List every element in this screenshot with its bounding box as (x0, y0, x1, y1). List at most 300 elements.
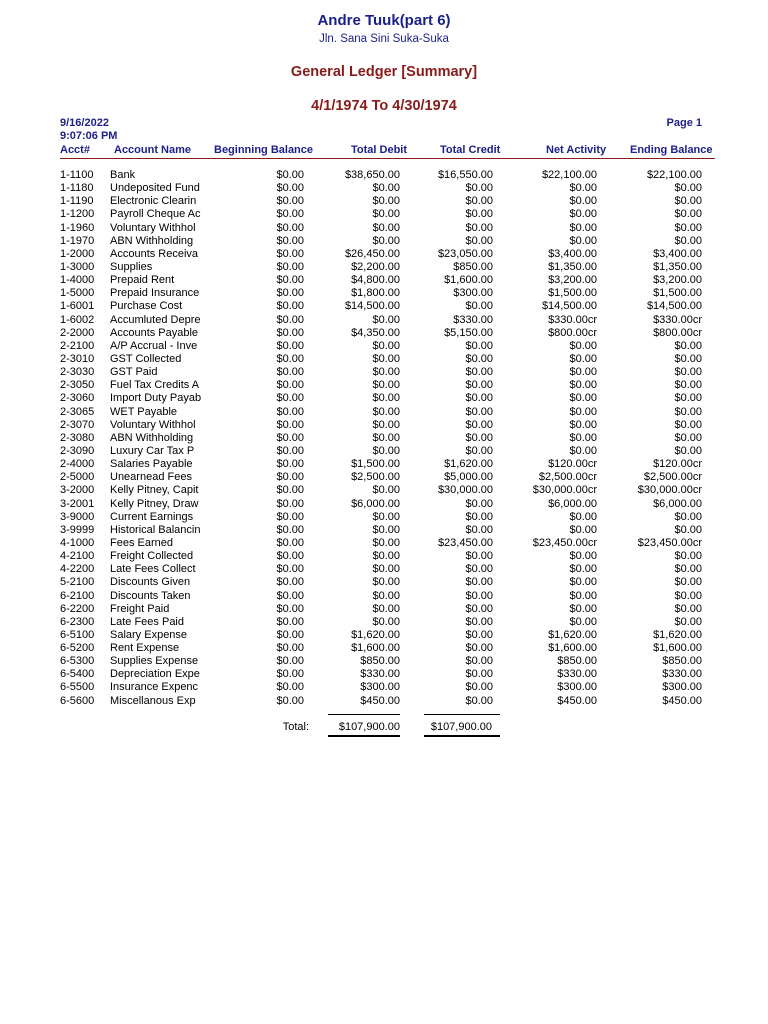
account-name: Supplies (110, 260, 153, 273)
total-credit: $0.00 (465, 444, 493, 457)
acct-number: 6-2300 (60, 615, 95, 628)
acct-number: 2-2000 (60, 326, 95, 339)
total-debit: $1,800.00 (351, 287, 400, 300)
beginning-balance: $0.00 (276, 195, 304, 208)
beginning-balance: $0.00 (276, 287, 304, 300)
total-credit: $30,000.00 (437, 484, 493, 497)
ending-balance: $0.00 (674, 221, 702, 234)
beginning-balance: $0.00 (276, 510, 304, 523)
account-name: Fuel Tax Credits A (110, 379, 200, 392)
net-activity: $0.00 (569, 392, 597, 405)
totals-label: Total: (282, 721, 309, 733)
report-title: General Ledger [Summary] (290, 64, 478, 80)
beginning-balance: $0.00 (276, 352, 304, 365)
total-credit: $0.00 (465, 379, 493, 392)
account-name: GST Paid (110, 366, 158, 379)
ending-balance: $2,500.00cr (643, 471, 702, 484)
total-debit: $0.00 (372, 418, 400, 431)
total-debit: $14,500.00 (344, 300, 400, 313)
total-debit: $0.00 (372, 234, 400, 247)
account-name: Late Fees Collect (110, 563, 196, 576)
table-row (0, 406, 768, 419)
total-credit-box (424, 714, 500, 737)
acct-number: 3-2001 (60, 497, 95, 510)
net-activity: $450.00 (557, 694, 597, 707)
page-number: Page 1 (666, 117, 702, 129)
column-header-row (60, 144, 715, 159)
table-row (0, 471, 768, 484)
beginning-balance: $0.00 (276, 313, 304, 326)
acct-number: 2-3080 (60, 431, 95, 444)
beginning-balance: $0.00 (276, 681, 304, 694)
account-name: Salary Expense (110, 628, 188, 641)
acct-number: 4-2100 (60, 550, 95, 563)
beginning-balance: $0.00 (276, 418, 304, 431)
beginning-balance: $0.00 (276, 563, 304, 576)
table-row (0, 274, 768, 287)
ending-balance: $0.00 (674, 510, 702, 523)
account-name: Freight Collected (110, 550, 194, 563)
total-credit: $1,620.00 (444, 458, 493, 471)
total-credit: $0.00 (465, 550, 493, 563)
total-credit: $0.00 (465, 221, 493, 234)
report-date: 9/16/2022 (60, 117, 109, 129)
net-activity: $0.00 (569, 418, 597, 431)
acct-number: 1-1190 (60, 195, 94, 208)
acct-number: 6-5100 (60, 628, 95, 641)
acct-number: 3-9000 (60, 510, 95, 523)
total-debit: $0.00 (372, 484, 400, 497)
table-row (0, 327, 768, 340)
total-credit: $0.00 (465, 352, 493, 365)
ending-balance: $22,100.00 (646, 169, 702, 181)
ending-balance: $3,200.00 (653, 274, 702, 287)
net-activity: $3,200.00 (548, 274, 597, 287)
acct-number: 2-3070 (60, 418, 95, 431)
total-credit: $107,900.00 (430, 721, 492, 733)
beginning-balance: $0.00 (276, 405, 304, 418)
total-debit: $0.00 (372, 563, 400, 576)
account-name: Current Earnings (110, 510, 194, 523)
total-debit: $330.00 (360, 668, 400, 681)
net-activity: $0.00 (569, 379, 597, 392)
ending-balance: $0.00 (674, 523, 702, 536)
acct-number: 2-5000 (60, 471, 95, 484)
total-credit: $0.00 (465, 589, 493, 602)
col-ending-balance: Ending Balance (630, 144, 713, 156)
ending-balance: $0.00 (674, 615, 702, 628)
table-row (0, 208, 768, 221)
account-name: Accounts Payable (110, 326, 199, 339)
total-debit: $6,000.00 (351, 497, 400, 510)
ending-balance: $6,000.00 (653, 497, 702, 510)
acct-number: 1-4000 (60, 274, 95, 287)
net-activity: $330.00 (557, 668, 597, 681)
table-row (0, 550, 768, 563)
acct-number: 3-9999 (60, 523, 95, 536)
ending-balance: $0.00 (674, 208, 702, 221)
ending-balance: $23,450.00cr (637, 536, 702, 549)
table-row (0, 695, 768, 708)
acct-number: 6-2100 (60, 589, 95, 602)
total-debit: $0.00 (372, 221, 400, 234)
acct-number: 2-3030 (60, 366, 95, 379)
table-row (0, 182, 768, 195)
total-credit: $0.00 (465, 405, 493, 418)
total-debit: $1,500.00 (351, 458, 400, 471)
acct-number: 2-2100 (60, 339, 95, 352)
table-row (0, 261, 768, 274)
total-credit: $0.00 (465, 523, 493, 536)
ending-balance: $0.00 (674, 366, 702, 379)
col-beginning-balance: Beginning Balance (214, 144, 314, 156)
account-name: Accounts Receiva (110, 247, 199, 260)
total-credit: $0.00 (465, 366, 493, 379)
account-name: ABN Withholding (110, 431, 194, 444)
ending-balance: $330.00cr (653, 313, 702, 326)
beginning-balance: $0.00 (276, 208, 304, 221)
total-credit: $0.00 (465, 681, 493, 694)
total-debit: $0.00 (372, 523, 400, 536)
total-credit: $0.00 (465, 642, 493, 655)
net-activity: $330.00cr (548, 313, 597, 326)
ending-balance: $0.00 (674, 602, 702, 615)
acct-number: 1-1970 (60, 234, 95, 247)
table-row (0, 392, 768, 405)
ending-balance: $800.00cr (653, 326, 702, 339)
beginning-balance: $0.00 (276, 628, 304, 641)
ending-balance: $1,350.00 (653, 260, 702, 273)
ending-balance: $330.00 (662, 668, 702, 681)
account-name: Prepaid Insurance (110, 287, 200, 300)
ending-balance: $120.00cr (653, 458, 702, 471)
account-name: Freight Paid (110, 602, 170, 615)
account-name: Miscellanous Exp (110, 694, 196, 707)
ending-balance: $0.00 (674, 339, 702, 352)
table-row (0, 681, 768, 694)
total-debit: $0.00 (372, 379, 400, 392)
ending-balance: $0.00 (674, 234, 702, 247)
account-name: Luxury Car Tax P (110, 444, 195, 457)
net-activity: $0.00 (569, 221, 597, 234)
total-credit: $0.00 (465, 208, 493, 221)
table-row (0, 235, 768, 248)
beginning-balance: $0.00 (276, 615, 304, 628)
acct-number: 2-3065 (60, 405, 95, 418)
total-credit: $0.00 (465, 576, 493, 589)
net-activity: $120.00cr (548, 458, 597, 471)
ending-balance: $14,500.00 (646, 300, 702, 313)
total-debit: $0.00 (372, 392, 400, 405)
total-debit: $0.00 (372, 536, 400, 549)
ending-balance: $0.00 (674, 392, 702, 405)
ending-balance: $0.00 (674, 195, 702, 208)
net-activity: $0.00 (569, 339, 597, 352)
total-debit: $1,620.00 (351, 628, 400, 641)
net-activity: $1,350.00 (548, 260, 597, 273)
beginning-balance: $0.00 (276, 471, 304, 484)
total-debit: $0.00 (372, 510, 400, 523)
account-name: Accumluted Depre (110, 313, 201, 326)
table-row (0, 484, 768, 497)
net-activity: $0.00 (569, 589, 597, 602)
beginning-balance: $0.00 (276, 274, 304, 287)
acct-number: 1-1180 (60, 182, 94, 195)
beginning-balance: $0.00 (276, 182, 304, 195)
ending-balance: $0.00 (674, 444, 702, 457)
report-period: 4/1/1974 To 4/30/1974 (311, 98, 457, 114)
totals-row (0, 714, 768, 736)
net-activity: $0.00 (569, 563, 597, 576)
col-total-credit: Total Credit (440, 144, 501, 156)
total-debit: $0.00 (372, 550, 400, 563)
ending-balance: $1,600.00 (653, 642, 702, 655)
acct-number: 1-6002 (60, 313, 95, 326)
net-activity: $23,450.00cr (532, 536, 597, 549)
ending-balance: $1,620.00 (653, 628, 702, 641)
total-debit: $0.00 (372, 182, 400, 195)
total-debit: $0.00 (372, 195, 400, 208)
total-credit: $0.00 (465, 300, 493, 313)
total-debit: $450.00 (360, 694, 400, 707)
acct-number: 1-1200 (60, 208, 95, 221)
account-name: ABN Withholding (110, 234, 194, 247)
ending-balance: $0.00 (674, 182, 702, 195)
net-activity: $0.00 (569, 523, 597, 536)
total-debit: $0.00 (372, 366, 400, 379)
total-debit: $0.00 (372, 431, 400, 444)
acct-number: 1-6001 (60, 300, 95, 313)
table-row (0, 222, 768, 235)
total-debit: $850.00 (360, 655, 400, 668)
total-debit: $1,600.00 (351, 642, 400, 655)
net-activity: $0.00 (569, 405, 597, 418)
net-activity: $0.00 (569, 431, 597, 444)
ending-balance: $3,400.00 (653, 247, 702, 260)
beginning-balance: $0.00 (276, 668, 304, 681)
acct-number: 2-3090 (60, 444, 95, 457)
total-debit: $0.00 (372, 589, 400, 602)
total-credit: $0.00 (465, 182, 493, 195)
account-name: Salaries Payable (110, 458, 193, 471)
ending-balance: $0.00 (674, 405, 702, 418)
total-credit: $300.00 (453, 287, 493, 300)
account-name: Purchase Cost (110, 300, 183, 313)
beginning-balance: $0.00 (276, 234, 304, 247)
beginning-balance: $0.00 (276, 694, 304, 707)
table-row (0, 353, 768, 366)
total-credit: $0.00 (465, 392, 493, 405)
net-activity: $0.00 (569, 444, 597, 457)
table-row (0, 642, 768, 655)
table-row (0, 314, 768, 327)
net-activity: $0.00 (569, 234, 597, 247)
total-debit: $38,650.00 (344, 169, 400, 181)
table-row (0, 419, 768, 432)
table-row (0, 432, 768, 445)
net-activity: $1,620.00 (548, 628, 597, 641)
net-activity: $300.00 (557, 681, 597, 694)
total-debit-box (328, 714, 400, 737)
ledger-rows (0, 169, 768, 708)
acct-number: 1-5000 (60, 287, 95, 300)
beginning-balance: $0.00 (276, 260, 304, 273)
table-row (0, 511, 768, 524)
table-row (0, 616, 768, 629)
table-row (0, 603, 768, 616)
ending-balance: $300.00 (662, 681, 702, 694)
net-activity: $0.00 (569, 366, 597, 379)
total-debit: $0.00 (372, 576, 400, 589)
account-name: Insurance Expenc (110, 681, 199, 694)
acct-number: 2-3050 (60, 379, 95, 392)
ending-balance: $0.00 (674, 352, 702, 365)
ending-balance: $0.00 (674, 563, 702, 576)
total-credit: $0.00 (465, 418, 493, 431)
acct-number: 1-3000 (60, 260, 95, 273)
beginning-balance: $0.00 (276, 536, 304, 549)
acct-number: 2-3060 (60, 392, 95, 405)
total-credit: $0.00 (465, 655, 493, 668)
total-debit: $0.00 (372, 352, 400, 365)
account-name: Discounts Given (110, 576, 191, 589)
net-activity: $1,600.00 (548, 642, 597, 655)
acct-number: 6-2200 (60, 602, 95, 615)
total-debit: $107,900.00 (338, 721, 400, 733)
total-debit: $0.00 (372, 208, 400, 221)
col-account-name: Account Name (114, 144, 192, 156)
company-address: Jln. Sana Sini Suka-Suka (319, 33, 449, 45)
total-debit: $0.00 (372, 444, 400, 457)
ending-balance: $0.00 (674, 431, 702, 444)
beginning-balance: $0.00 (276, 300, 304, 313)
acct-number: 4-2200 (60, 563, 95, 576)
account-name: Import Duty Payab (110, 392, 202, 405)
account-name: Rent Expense (110, 642, 180, 655)
beginning-balance: $0.00 (276, 379, 304, 392)
acct-number: 1-2000 (60, 247, 95, 260)
ending-balance: $0.00 (674, 550, 702, 563)
account-name: Kelly Pitney, Draw (110, 497, 199, 510)
total-debit: $4,350.00 (351, 326, 400, 339)
acct-number: 6-5300 (60, 655, 95, 668)
net-activity: $0.00 (569, 602, 597, 615)
col-net-activity: Net Activity (546, 144, 607, 156)
report-time: 9:07:06 PM (60, 130, 118, 142)
beginning-balance: $0.00 (276, 458, 304, 471)
table-row (0, 524, 768, 537)
net-activity: $0.00 (569, 576, 597, 589)
net-activity: $0.00 (569, 182, 597, 195)
beginning-balance: $0.00 (276, 169, 304, 181)
net-activity: $850.00 (557, 655, 597, 668)
net-activity: $30,000.00cr (532, 484, 597, 497)
beginning-balance: $0.00 (276, 484, 304, 497)
acct-number: 2-3010 (60, 352, 95, 365)
net-activity: $0.00 (569, 550, 597, 563)
net-activity: $22,100.00 (541, 169, 597, 181)
table-row (0, 195, 768, 208)
total-credit: $0.00 (465, 510, 493, 523)
table-row (0, 340, 768, 353)
table-row (0, 287, 768, 300)
table-row (0, 668, 768, 681)
account-name: Kelly Pitney, Capit (110, 484, 199, 497)
table-row (0, 300, 768, 313)
ending-balance: $30,000.00cr (637, 484, 702, 497)
acct-number: 6-5400 (60, 668, 95, 681)
total-debit: $0.00 (372, 615, 400, 628)
table-row (0, 563, 768, 576)
total-credit: $0.00 (465, 234, 493, 247)
table-row (0, 498, 768, 511)
acct-number: 6-5500 (60, 681, 95, 694)
total-credit: $16,550.00 (437, 169, 493, 181)
total-credit: $23,450.00 (437, 536, 493, 549)
account-name: Discounts Taken (110, 589, 191, 602)
beginning-balance: $0.00 (276, 550, 304, 563)
total-debit: $0.00 (372, 339, 400, 352)
acct-number: 1-1100 (60, 169, 94, 181)
beginning-balance: $0.00 (276, 497, 304, 510)
total-debit: $2,500.00 (351, 471, 400, 484)
account-name: Fees Earned (110, 536, 173, 549)
table-row (0, 590, 768, 603)
total-credit: $0.00 (465, 628, 493, 641)
total-credit: $0.00 (465, 563, 493, 576)
total-credit: $5,000.00 (444, 471, 493, 484)
net-activity: $2,500.00cr (538, 471, 597, 484)
total-credit: $330.00 (453, 313, 493, 326)
account-name: WET Payable (110, 405, 178, 418)
net-activity: $3,400.00 (548, 247, 597, 260)
beginning-balance: $0.00 (276, 339, 304, 352)
net-activity: $800.00cr (548, 326, 597, 339)
beginning-balance: $0.00 (276, 655, 304, 668)
table-row (0, 629, 768, 642)
account-name: Voluntary Withhol (110, 221, 196, 234)
beginning-balance: $0.00 (276, 247, 304, 260)
account-name: Depreciation Expe (110, 668, 200, 681)
total-credit: $23,050.00 (437, 247, 493, 260)
beginning-balance: $0.00 (276, 444, 304, 457)
total-debit: $0.00 (372, 405, 400, 418)
table-row (0, 379, 768, 392)
company-name: Andre Tuuk(part 6) (317, 12, 451, 29)
account-name: Supplies Expense (110, 655, 199, 668)
total-credit: $0.00 (465, 497, 493, 510)
account-name: Late Fees Paid (110, 615, 184, 628)
beginning-balance: $0.00 (276, 366, 304, 379)
acct-number: 4-1000 (60, 536, 95, 549)
net-activity: $0.00 (569, 208, 597, 221)
table-row (0, 169, 768, 182)
account-name: Undeposited Fund (110, 182, 200, 195)
acct-number: 6-5600 (60, 694, 95, 707)
ending-balance: $1,500.00 (653, 287, 702, 300)
ending-balance: $0.00 (674, 418, 702, 431)
total-debit: $2,200.00 (351, 260, 400, 273)
ending-balance: $850.00 (662, 655, 702, 668)
account-name: Unearnead Fees (110, 471, 192, 484)
beginning-balance: $0.00 (276, 589, 304, 602)
total-credit: $0.00 (465, 615, 493, 628)
account-name: Payroll Cheque Ac (110, 208, 201, 221)
acct-number: 1-1960 (60, 221, 95, 234)
acct-number: 5-2100 (60, 576, 95, 589)
table-row (0, 537, 768, 550)
total-debit: $4,800.00 (351, 274, 400, 287)
